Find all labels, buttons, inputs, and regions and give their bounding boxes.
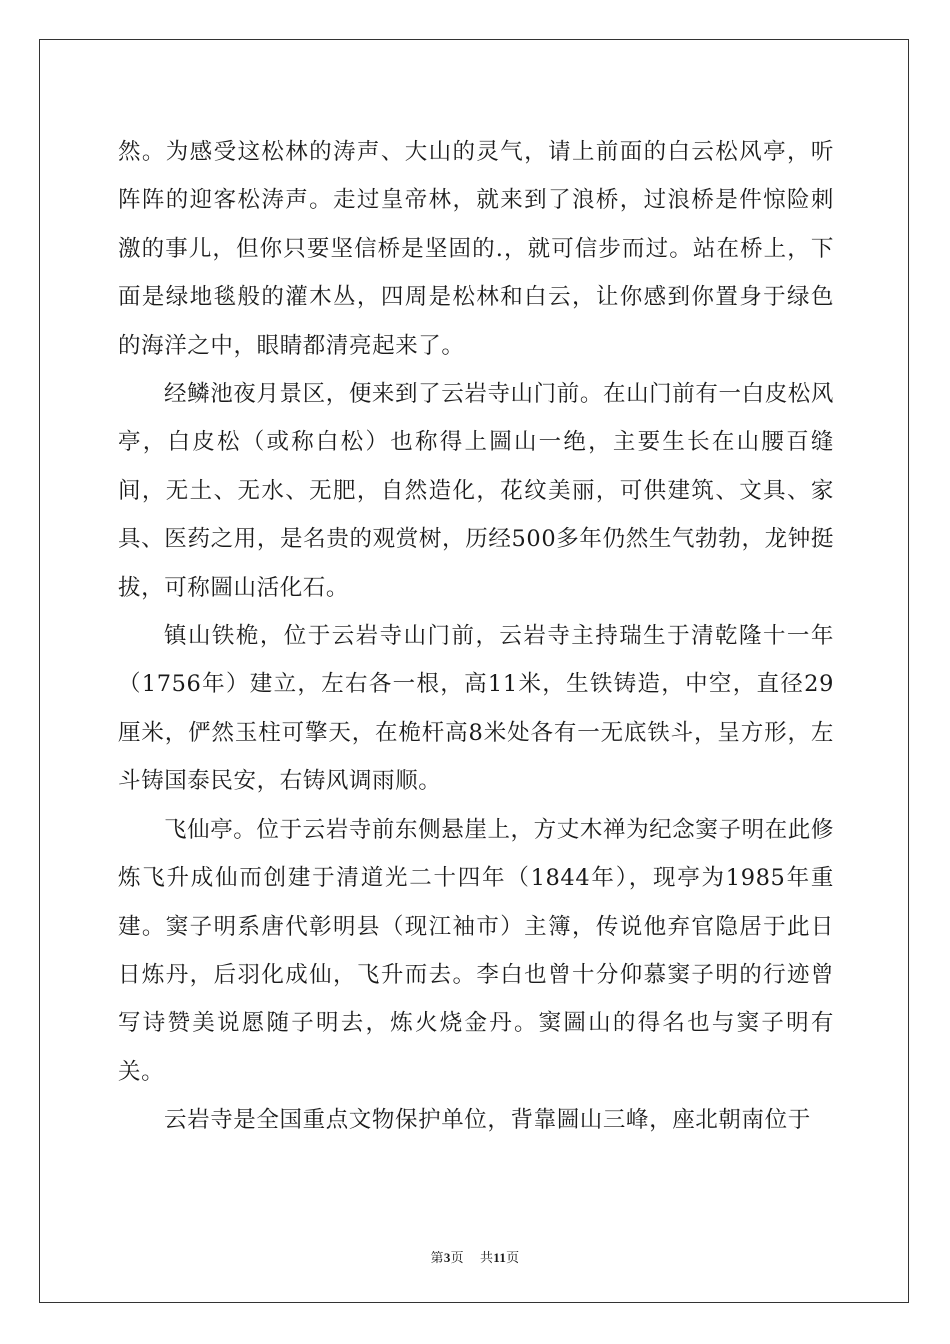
paragraph-5: 云岩寺是全国重点文物保护单位，背靠圌山三峰，座北朝南位于 [164, 1107, 811, 1134]
paragraph-4: 飞仙亭。位于云岩寺前东侧悬崖上，方丈木禅为纪念窦子明在此修炼飞升成仙而创建于清道光二十四年（1844年），现亭为1985年重建。窦子明系唐代彰明县（现江袖市）主簿，传说他弃官隐居于此日日炼丹，后羽化成仙，飞升而去。李白也曾十分仰慕窦子明的行迹曾写诗赞美说愿随子明去，炼火烧金丹。窦圌山的得名也与窦子明有关。 [118, 816, 834, 1085]
document-body [118, 128, 834, 1145]
footer-total-prefix: 共 [479, 1251, 494, 1266]
page-footer [0, 1250, 950, 1267]
page-number: 3 [443, 1250, 451, 1265]
footer-page-suffix: 页 [450, 1251, 464, 1266]
paragraph-2: 经鳞池夜月景区，便来到了云岩寺山门前。在山门前有一白皮松风亭，白皮松（或称白松）也称得上圌山一绝，主要生长在山腰百缝间，无土、无水、无肥，自然造化，花纹美丽，可供建筑、文具、家具、医药之用，是名贵的观赏树，历经500多年仍然生气勃勃，龙钟挺拔，可称圌山活化石。 [118, 381, 834, 601]
footer-prefix: 第 [430, 1251, 444, 1266]
paragraph-1: 然。为感受这松林的涛声、大山的灵气，请上前面的白云松风亭，听阵阵的迎客松涛声。走过皇帝林，就来到了浪桥，过浪桥是件惊险刺激的事儿，但你只要坚信桥是坚固的.，就可信步而过。站在桥上，下面是绿地毯般的灌木丛，四周是松林和白云，让你感到你置身于绿色的海洋之中，眼睛都清亮起来了。 [118, 139, 834, 359]
footer-total-suffix: 页 [506, 1251, 520, 1266]
page-total: 11 [493, 1250, 507, 1265]
paragraph-3: 镇山铁桅，位于云岩寺山门前，云岩寺主持瑞生于清乾隆十一年（1756年）建立，左右各一根，高11米，生铁铸造，中空，直径29厘米，俨然玉柱可擎天，在桅杆高8米处各有一无底铁斗，呈方形，左斗铸国泰民安，右铸风调雨顺。 [118, 623, 834, 795]
